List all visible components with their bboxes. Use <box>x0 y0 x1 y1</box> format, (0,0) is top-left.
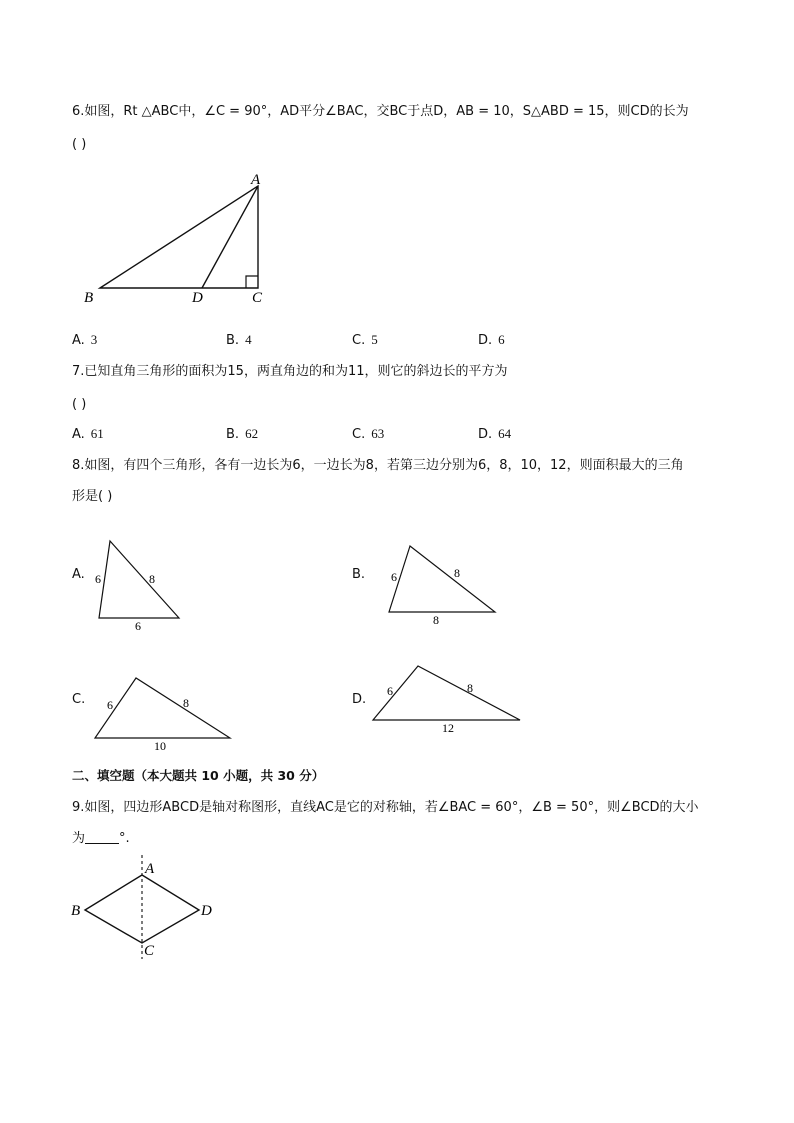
q8-fig-d-letter[interactable]: D. <box>352 692 367 707</box>
q9-line2-prefix: 为 <box>72 831 86 846</box>
q6-option-b[interactable]: B. 4 <box>226 332 252 348</box>
q8-c-right-label: 8 <box>183 696 189 710</box>
q9-answer-blank[interactable] <box>85 831 119 844</box>
q8-b-left-label: 6 <box>391 570 397 584</box>
q7-option-c[interactable]: C. 63 <box>352 426 385 442</box>
q9-stem-line2 <box>72 830 130 848</box>
q8-figure-d <box>365 660 525 740</box>
q6-option-c[interactable]: C. 5 <box>352 332 378 348</box>
q9-figure <box>68 855 228 965</box>
section-2-title: 二、填空题（本大题共 10 小题，共 30 分） <box>72 768 325 783</box>
q7-stem: 7.已知直角三角形的面积为15，两直角边的和为11，则它的斜边长的平方为 <box>72 364 508 379</box>
q9-label-b: B <box>71 903 81 919</box>
q7-paren: ( ) <box>72 397 87 412</box>
q6-label-b: B <box>84 290 94 306</box>
q8-figure-c <box>90 672 240 752</box>
q8-stem-line2: 形是( ) <box>72 489 113 504</box>
q6-paren: ( ) <box>72 137 87 152</box>
q9-label-c: C <box>144 943 155 959</box>
q8-d-left-label: 6 <box>387 684 393 698</box>
q8-a-left-label: 6 <box>95 572 101 586</box>
q8-fig-b-letter[interactable]: B. <box>352 567 366 582</box>
q9-label-a: A <box>145 861 155 877</box>
q7-option-a[interactable]: A. 61 <box>72 426 104 442</box>
q6-triangle-abc <box>100 186 258 288</box>
q6-option-d[interactable]: D. 6 <box>478 332 505 348</box>
q6-label-d: D <box>192 290 203 306</box>
q8-d-bottom-label: 12 <box>442 721 454 735</box>
q8-b-right-label: 8 <box>454 566 460 580</box>
q6-stem: 6.如图，Rt △ABC中，∠C = 90°，AD平分∠BAC，交BC于点D，AB = 10，S△ABD = 15，则CD的长为 <box>72 104 689 119</box>
q9-label-d: D <box>201 903 212 919</box>
q8-b-bottom-label: 8 <box>433 613 439 627</box>
q8-c-left-label: 6 <box>107 698 113 712</box>
q6-right-angle-mark <box>246 276 258 288</box>
q9-stem-line1: 9.如图，四边形ABCD是轴对称图形，直线AC是它的对称轴，若∠BAC = 60°，∠B = 50°，则∠BCD的大小 <box>72 800 699 815</box>
q6-option-a[interactable]: A. 3 <box>72 332 98 348</box>
q7-option-b[interactable]: B. 62 <box>226 426 259 442</box>
q9-line2-suffix: °. <box>119 831 130 846</box>
q7-option-d[interactable]: D. 64 <box>478 426 512 442</box>
q6-bisector-ad <box>202 186 258 288</box>
q8-stem-line1: 8.如图，有四个三角形，各有一边长为6，一边长为8，若第三边分别为6，8，10，12，则面积最大的三角 <box>72 458 684 473</box>
q6-label-c: C <box>252 290 263 306</box>
q8-figure-b <box>380 540 510 630</box>
q6-label-a: A <box>251 172 261 188</box>
q8-fig-a-letter[interactable]: A. <box>72 567 85 582</box>
q8-a-right-label: 8 <box>149 572 155 586</box>
q8-a-bottom-label: 6 <box>135 619 141 633</box>
q8-c-bottom-label: 10 <box>154 739 166 753</box>
q8-fig-c-letter[interactable]: C. <box>72 692 86 707</box>
q8-figure-a <box>90 535 190 633</box>
q8-d-right-label: 8 <box>467 681 473 695</box>
q6-figure <box>80 170 280 310</box>
